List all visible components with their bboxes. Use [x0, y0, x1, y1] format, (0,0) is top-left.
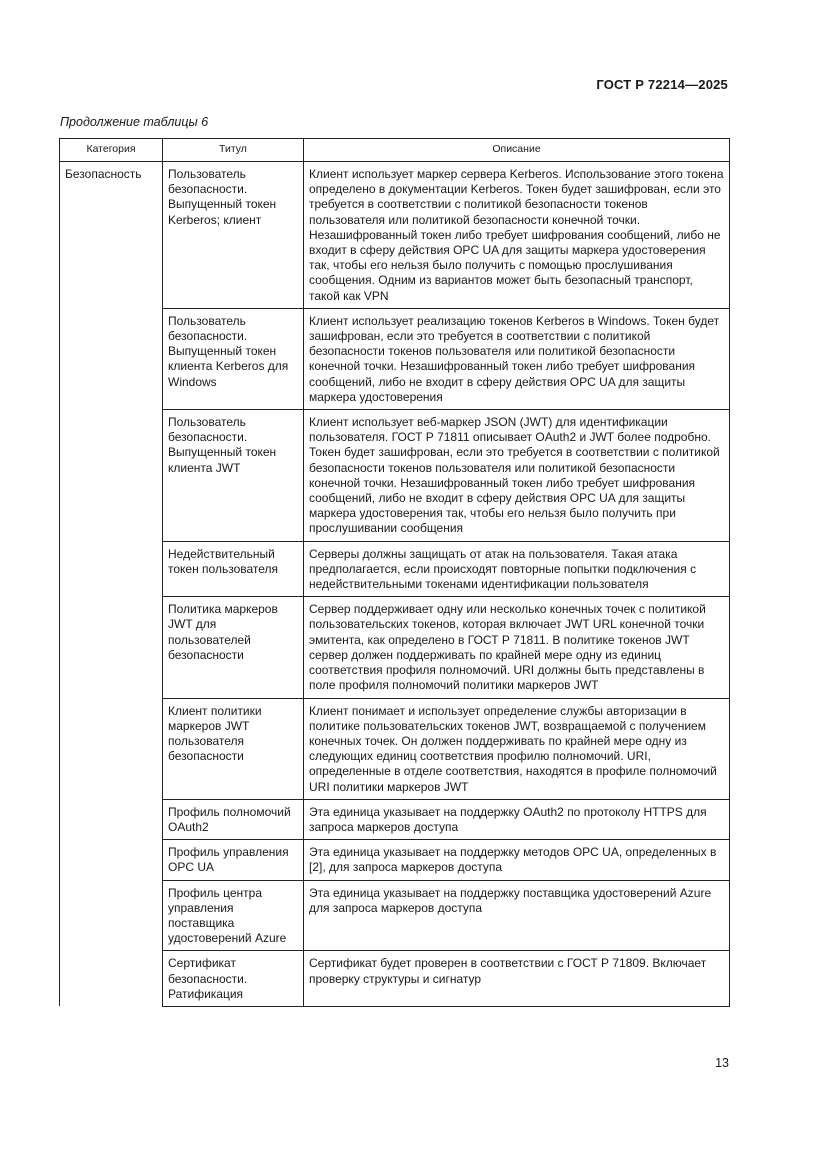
description-cell: Клиент использует реализацию токенов Kerberos в Windows. Токен будет зашифрован, если это требуется в соответствии с политикой безопасности токенов пользователя или политикой безопасности конечной точки. Незашифрованный токен либо требует шифрования сообщений, либо не входит в сферу действия OPC UA для защиты маркера удостоверения	[304, 308, 730, 409]
description-cell: Эта единица указывает на поддержку OAuth2 по протоколу HTTPS для запроса маркеров доступа	[304, 799, 730, 839]
requirements-table	[59, 138, 730, 1007]
standard-id: ГОСТ Р 72214—2025	[596, 77, 728, 92]
title-cell: Пользователь безопасности. Выпущенный токен Kerberos; клиент	[163, 162, 304, 309]
column-header-category: Категория	[60, 139, 163, 162]
description-cell: Клиент использует веб-маркер JSON (JWT) для идентификации пользователя. ГОСТ Р 71811 описывает OAuth2 и JWT более подробно. Токен будет зашифрован, если это требуется в соответствии с политикой безопасности токенов пользователя или политикой безопасности конечной точки. Незашифрованный токен либо требует шифрования сообщений, либо не входит в сферу действия OPC UA для защиты маркера удостоверения так, чтобы его нельзя было получить при прослушивании сообщения	[304, 410, 730, 542]
title-cell: Профиль управления OPC UA	[163, 840, 304, 880]
title-cell: Профиль полномочий OAuth2	[163, 799, 304, 839]
column-header-title: Титул	[163, 139, 304, 162]
column-header-description: Описание	[304, 139, 730, 162]
title-cell: Недействительный токен пользователя	[163, 541, 304, 597]
category-cell: Безопасность	[60, 162, 163, 1007]
table-header-row	[60, 139, 730, 162]
title-cell: Профиль центра управления поставщика удостоверений Azure	[163, 880, 304, 951]
title-cell: Пользователь безопасности. Выпущенный токен клиента Kerberos для Windows	[163, 308, 304, 409]
title-cell: Пользователь безопасности. Выпущенный токен клиента JWT	[163, 410, 304, 542]
description-cell: Эта единица указывает на поддержку поставщика удостоверений Azure для запроса маркеров доступа	[304, 880, 730, 951]
description-cell: Клиент понимает и использует определение службы авторизации в политике пользовательских токенов JWT, возвращаемой с получением конечных точек. Он должен поддерживать по крайней мере одну из следующих единиц соответствия профилю полномочий. URI, определенные в отделе соответствия, находятся в профиле полномочий URI политики маркеров JWT	[304, 698, 730, 799]
page-number: 13	[715, 1056, 729, 1070]
title-cell: Клиент политики маркеров JWT пользователя безопасности	[163, 698, 304, 799]
description-cell: Эта единица указывает на поддержку методов OPC UA, определенных в [2], для запроса маркеров доступа	[304, 840, 730, 880]
description-cell: Серверы должны защищать от атак на пользователя. Такая атака предполагается, если происходят повторные попытки подключения с недействительными токенами идентификации пользователя	[304, 541, 730, 597]
description-cell: Клиент использует маркер сервера Kerberos. Использование этого токена определено в документации Kerberos. Токен будет зашифрован, если это требуется в соответствии с политикой безопасности токенов пользователя или политикой безопасности конечной точки. Незашифрованный токен либо требует шифрования сообщений, либо не входит в сферу действия OPC UA для защиты маркера удостоверения так, чтобы его нельзя было получить с помощью прослушивания сообщения. Одним из вариантов может быть безопасный транспорт, такой как VPN	[304, 162, 730, 309]
description-cell: Сервер поддерживает одну или несколько конечных точек с политикой пользовательских токенов, которая включает JWT URL конечной точки эмитента, как определено в ГОСТ Р 71811. В политике токенов JWT сервер должен поддерживать по крайней мере одну из единиц соответствия профиля полномочий. URI должны быть представлены в поле профиля полномочий политики маркеров JWT	[304, 597, 730, 698]
table-row	[60, 162, 730, 309]
table-caption: Продолжение таблицы 6	[60, 115, 209, 129]
title-cell: Политика маркеров JWT для пользователей безопасности	[163, 597, 304, 698]
title-cell: Сертификат безопасности. Ратификация	[163, 951, 304, 1007]
description-cell: Сертификат будет проверен в соответствии с ГОСТ Р 71809. Включает проверку структуры и сигнатур	[304, 951, 730, 1007]
